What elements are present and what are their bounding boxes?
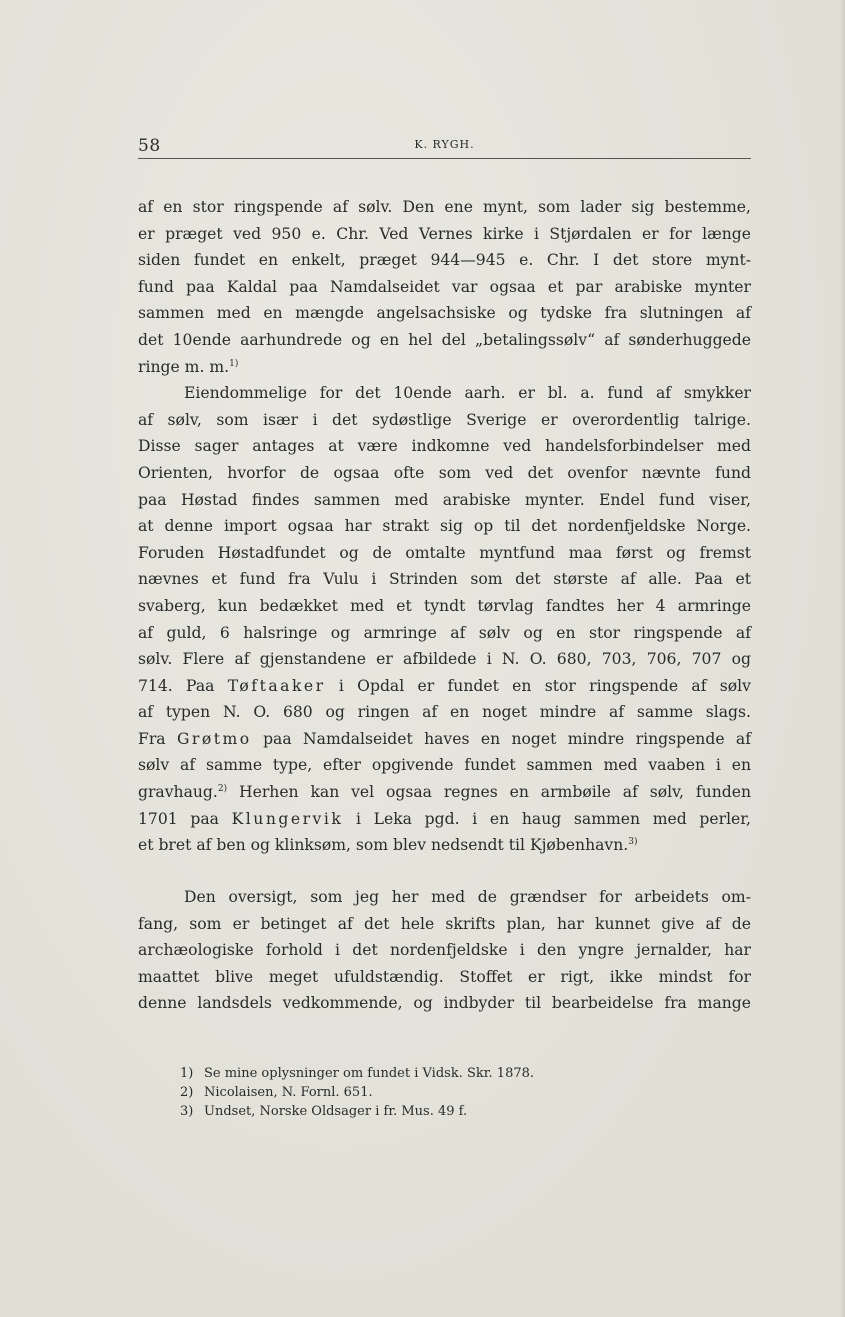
text-fragment: i Opdal er fundet en stor ringspende af sølv: [325, 676, 751, 695]
text-line: af typen N. O. 680 og ringen af en noget mindre af samme slags.: [138, 703, 751, 722]
text-line: [138, 779, 751, 806]
text-line: [138, 354, 751, 381]
text-line: fund paa Kaldal paa Namdalseidet var ogsaa et par arabiske mynter: [138, 277, 751, 296]
text-line: [138, 726, 751, 753]
text-line: maattet blive meget ufuldstændig. Stoffet er rigt, ikke mindst for: [138, 967, 751, 986]
running-title: K. RYGH.: [414, 138, 475, 151]
text-line: af en stor ringspende af sølv. Den ene mynt, som lader sig bestemme,: [138, 198, 751, 216]
text-line: er præget ved 950 e. Chr. Ved Vernes kirke i Stjørdalen er for længe: [138, 224, 751, 243]
text-fragment: i Leka pgd. i en haug sammen med perler,: [343, 809, 751, 828]
text-line: af guld, 6 halsringe og armringe af sølv og en stor ringspende af: [138, 623, 751, 642]
text-line: siden fundet en enkelt, præget 944—945 e. Chr. I det store mynt-: [138, 251, 751, 270]
text-line: sølv. Flere af gjenstandene er afbildede i N. O. 680, 703, 706, 707 og: [138, 650, 751, 669]
text-line: fang, som er betinget af det hele skrifts plan, har kunnet give af de: [138, 914, 751, 933]
footnote-reference: 3): [628, 837, 638, 848]
footnote-mark: 2): [180, 1085, 194, 1100]
text-fragment: Herhen kan vel ogsaa regnes en armbøile af sølv, funden: [227, 783, 751, 802]
footnotes: [180, 1064, 740, 1121]
spaced-place-name: Klungervik: [231, 809, 344, 828]
text-line: [138, 832, 751, 859]
text-line: paa Høstad findes sammen med arabiske mynter. Endel fund viser,: [138, 490, 751, 509]
text-fragment: gravhaug.: [138, 783, 218, 802]
footnote-mark: 1): [180, 1066, 194, 1081]
footnote-mark: 3): [180, 1104, 194, 1119]
running-head: [138, 134, 751, 159]
footnote-reference: 1): [229, 358, 239, 369]
main-text-block: [138, 194, 751, 859]
text-line: det 10ende aarhundrede og en hel del „betalingssølv“ af sønderhuggede: [138, 330, 751, 349]
closing-paragraph: [138, 884, 751, 1017]
text-fragment: et bret af ben og klinksøm, som blev nedsendt til Kjøbenhavn.: [138, 836, 629, 855]
text-line: Disse sager antages at være indkomne ved handelsforbindelser med: [138, 437, 751, 456]
text-fragment: Fra: [138, 729, 177, 748]
text-line: Den oversigt, som jeg her med de grændser for arbeidets om-: [184, 888, 751, 906]
text-line: [138, 673, 751, 700]
text-fragment: 714. Paa: [138, 676, 228, 695]
text-line: Foruden Høstadfundet og de omtalte myntfund maa først og fremst: [138, 543, 751, 562]
text-line: sammen med en mængde angelsachsiske og tydske fra slutningen af: [138, 304, 751, 323]
text-line: nævnes et fund fra Vulu i Strinden som det største af alle. Paa et: [138, 570, 751, 589]
text-line: denne landsdels vedkommende, og indbyder til bearbeidelse fra mange: [138, 994, 751, 1013]
text-fragment: paa Namdalseidet haves en noget mindre ringspende af: [251, 729, 751, 748]
footnote: [180, 1083, 740, 1102]
spaced-place-name: Tøftaaker: [227, 676, 326, 695]
text-line: sølv af samme type, efter opgivende fundet sammen med vaaben i en: [138, 756, 751, 775]
text-line: svaberg, kun bedækket med et tyndt tørvlag fandtes her 4 armringe: [138, 596, 751, 615]
page-edge-shadow: [839, 0, 845, 1317]
text-line: archæologiske forhold i det nordenfjeldske i den yngre jernalder, har: [138, 941, 751, 960]
text-line: Eiendommelige for det 10ende aarh. er bl. a. fund af smykker: [184, 384, 751, 403]
footnote-text: Se mine oplysninger om fundet i Vidsk. Skr. 1878.: [204, 1066, 535, 1081]
footnote-text: Nicolaisen, N. Fornl. 651.: [204, 1085, 373, 1100]
text-fragment: 1701 paa: [138, 809, 232, 828]
footnote-text: Undset, Norske Oldsager i fr. Mus. 49 f.: [204, 1104, 468, 1119]
text-line: af sølv, som især i det sydøstlige Sverige er overordentlig talrige.: [138, 410, 751, 429]
footnote: [180, 1064, 740, 1083]
page-number: 58: [138, 136, 161, 156]
spaced-place-name: Grøtmo: [176, 729, 252, 748]
text-line: [138, 806, 751, 833]
text-line: at denne import ogsaa har strakt sig op til det nordenfjeldske Norge.: [138, 517, 751, 536]
footnote: [180, 1102, 740, 1121]
text-line: Orienten, hvorfor de ogsaa ofte som ved det ovenfor nævnte fund: [138, 463, 751, 482]
text-fragment: ringe m. m.: [138, 357, 230, 376]
footnote-reference: 2): [217, 784, 228, 795]
